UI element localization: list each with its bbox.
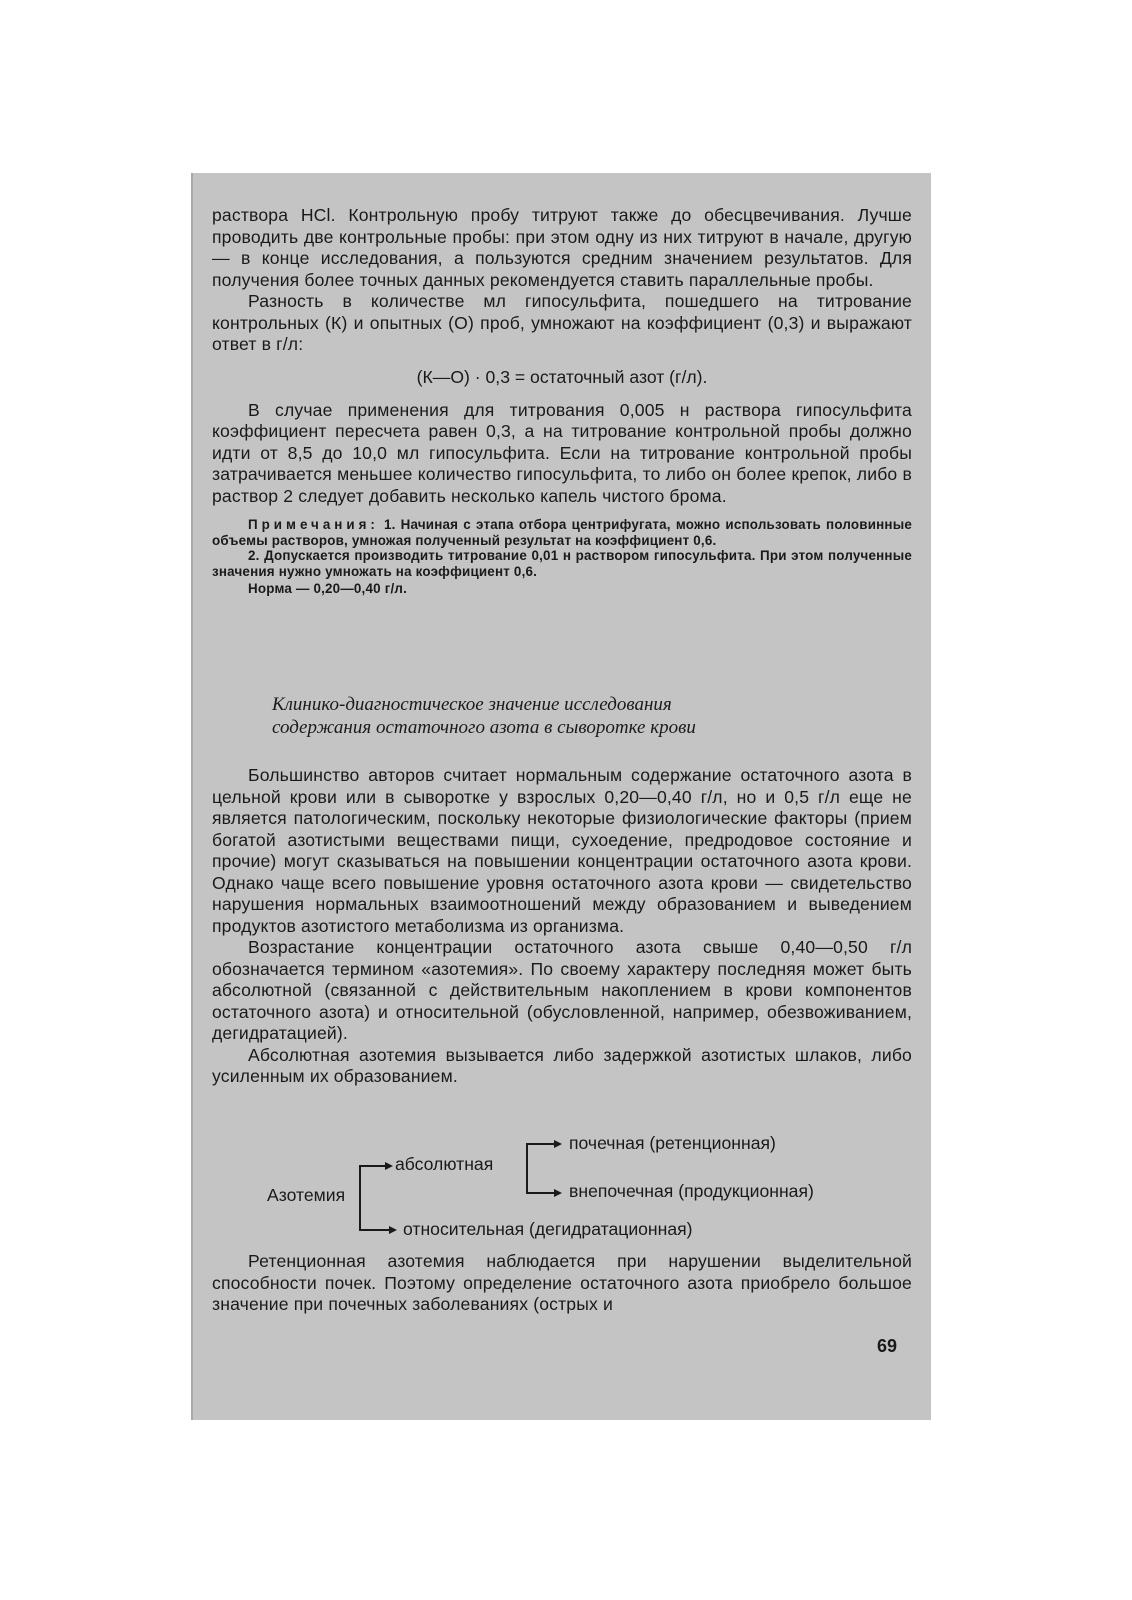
arrowhead [389, 1226, 397, 1234]
arrow-line [526, 1192, 554, 1194]
azotemia-diagram [193, 173, 931, 1420]
arrow-line [359, 1229, 389, 1231]
paragraph: Большинство авторов считает нормальным содержание остаточного азота в цельной крови или в сыворотке у взрослых 0,20—0,40 г/л, но и 0,5 г/л еще не является патологическим, поскольку некоторые физиологические факторы (прием богатой азотистыми веществами пищи, сухоедение, предродовое состояние и прочие) могут сказываться на повышении концентрации остаточного азота крови. Однако чаще всего повышение уровня остаточного азота крови — свидетельство нарушения нормальных взаимоотношений между образованием и выведением продуктов азотистого метаболизма из организма. [212, 765, 912, 936]
heading-line: Клинико-диагностическое значение исследования [272, 694, 672, 715]
bracket-line [359, 1165, 361, 1231]
diagram-extrarenal: внепочечная (продукционная) [569, 1181, 814, 1201]
formula: (К—О) · 0,3 = остаточный азот (г/л). [416, 366, 708, 387]
paragraph: Возрастание концентрации остаточного азота свыше 0,40—0,50 г/л обозначается термином «азотемия». По своему характеру последняя может быть абсолютной (связанной с действительным накоплением в крови компонентов остаточного азота) и относительной (обусловленной, например, обезвоживанием, дегидратацией). [212, 937, 912, 1043]
heading-line: содержания остаточного азота в сыворотке крови [272, 717, 696, 738]
diagram-relative: относительная (дегидратационная) [403, 1219, 693, 1239]
diagram-renal: почечная (ретенционная) [569, 1133, 776, 1153]
arrowhead [554, 1189, 562, 1197]
paragraph: раствора HCl. Контрольную пробу титруют также до обесцвечивания. Лучше проводить две контрольные пробы: при этом одну из них титруют в начале, другую — в конце исследования, а пользуются средним значением результатов. Для получения более точных данных рекомендуется ставить параллельные пробы. [212, 205, 912, 290]
paragraph: Абсолютная азотемия вызывается либо задержкой азотистых шлаков, либо усиленным их образованием. [212, 1044, 912, 1086]
notes-label: Примечания: [248, 517, 379, 532]
arrow-line [359, 1165, 385, 1167]
paragraph: Ретенционная азотемия наблюдается при нарушении выделительной способности почек. Поэтому определение остаточного азота приобрело большое значение при почечных заболеваниях (острых и [212, 1251, 912, 1314]
diagram-absolute: абсолютная [395, 1154, 494, 1174]
book-page [191, 173, 931, 1420]
paragraph: В случае применения для титрования 0,005 н раствора гипосульфита коэффициент пересчета равен 0,3, а на титрование контрольной пробы должно идти от 8,5 до 10,0 мл гипосульфита. Если на титрование контрольной пробы затрачивается меньшее количество гипосульфита, то либо он более крепок, либо в раствор 2 следует добавить несколько капель чистого брома. [212, 399, 912, 506]
page-number: 69 [877, 1336, 898, 1356]
diagram-root: Азотемия [267, 1185, 346, 1205]
note-1-text: 1. Начиная с этапа отбора центрифугата, можно использовать половинные объемы растворов, умножая полученный результат на коэффициент 0,6. [212, 517, 913, 548]
arrow-line [526, 1143, 554, 1145]
arrowhead [385, 1162, 393, 1170]
note: 2. Допускается производить титрование 0,01 н раствором гипосульфита. При этом полученные значения нужно умножать на коэффициент 0,6. [212, 548, 912, 579]
bracket-line [526, 1143, 528, 1193]
paragraph: Разность в количестве мл гипосульфита, пошедшего на титрование контрольных (К) и опытных (О) проб, умножают на коэффициент (0,3) и выражают ответ в г/л: [212, 291, 912, 354]
arrowhead [554, 1140, 562, 1148]
text-block-bottom [212, 1251, 912, 1316]
norm-note: Норма — 0,20—0,40 г/л. [248, 581, 408, 597]
